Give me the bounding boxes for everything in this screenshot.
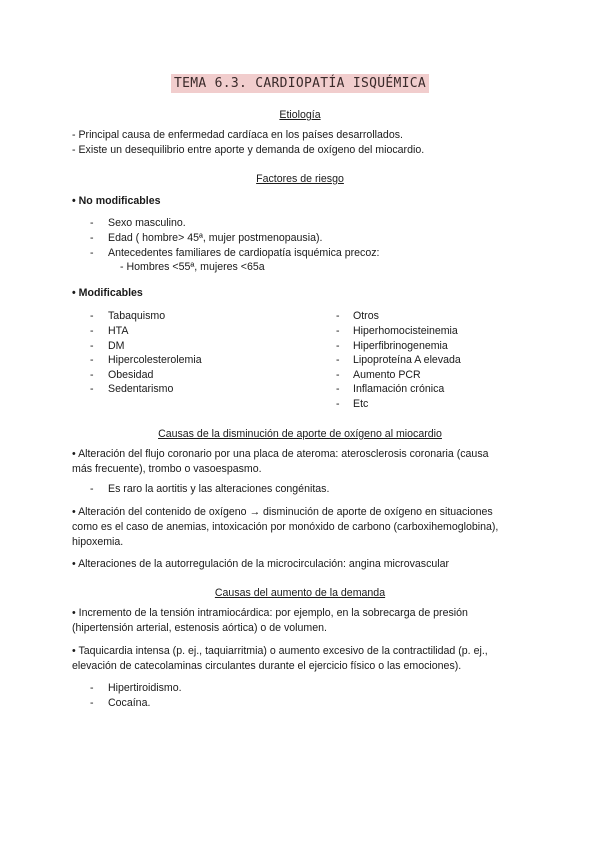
modificables-title: • Modificables	[72, 287, 143, 299]
paragraph-line: • Incremento de la tensión intramiocárdica: por ejemplo, en la sobrecarga de presión	[72, 607, 468, 619]
list-item: Edad ( hombre> 45ª, mujer postmenopausia).	[108, 232, 323, 244]
dash: -	[336, 354, 340, 366]
dash: -	[336, 325, 340, 337]
heading-aumento: Causas del aumento de la demanda	[214, 587, 386, 599]
list-item: Tabaquismo	[108, 310, 166, 322]
title-wrap	[0, 74, 600, 93]
dash: -	[90, 310, 94, 322]
page-title: TEMA 6.3. CARDIOPATÍA ISQUÉMICA	[171, 74, 429, 93]
list-item: Cocaína.	[108, 697, 151, 709]
dash: -	[90, 383, 94, 395]
dash: -	[90, 682, 94, 694]
list-item: DM	[108, 340, 125, 352]
dash: -	[90, 325, 94, 337]
dash: -	[336, 369, 340, 381]
paragraph-line: hipoxemia.	[72, 536, 124, 548]
dash: -	[90, 340, 94, 352]
paragraph-line: • Alteración del flujo coronario por una placa de ateroma: aterosclerosis coronaria (causa	[72, 448, 489, 460]
list-item: Otros	[353, 310, 379, 322]
list-item: Obesidad	[108, 369, 154, 381]
no-modificables-title: • No modificables	[72, 195, 161, 207]
paragraph-line: elevación de catecolaminas circulantes durante el ejercicio físico o las emociones).	[72, 660, 462, 672]
dash: -	[90, 247, 94, 259]
list-item: Lipoproteína A elevada	[353, 354, 461, 366]
list-item: Inflamación crónica	[353, 383, 445, 395]
dash: -	[336, 310, 340, 322]
paragraph-line: • Taquicardia intensa (p. ej., taquiarritmia) o aumento excesivo de la contractilidad (p. ej.,	[72, 645, 488, 657]
paragraph-line: como es el caso de anemias, intoxicación por monóxido de carbono (carboxihemoglobina),	[72, 521, 499, 533]
heading-etiologia: Etiología	[279, 109, 321, 121]
etiologia-line: - Principal causa de enfermedad cardíaca en los países desarrollados.	[72, 129, 403, 141]
list-item: Sedentarismo	[108, 383, 174, 395]
dash: -	[336, 398, 340, 410]
list-item: Es raro la aortitis y las alteraciones congénitas.	[108, 483, 330, 495]
dash: -	[90, 369, 94, 381]
heading-factores: Factores de riesgo	[256, 173, 344, 185]
list-item: Hipertiroidismo.	[108, 682, 182, 694]
paragraph-line: (hipertensión arterial, estenosis aórtica) o de volumen.	[72, 622, 327, 634]
list-item: Hiperfibrinogenemia	[353, 340, 448, 352]
list-item: Aumento PCR	[353, 369, 421, 381]
dash: -	[90, 483, 94, 495]
list-item: HTA	[108, 325, 129, 337]
sub-item: - Hombres <55ª, mujeres <65a	[120, 261, 265, 273]
dash: -	[336, 383, 340, 395]
list-item: Sexo masculino.	[108, 217, 186, 229]
list-item: Hipercolesterolemia	[108, 354, 202, 366]
dash: -	[90, 232, 94, 244]
paragraph-line: • Alteraciones de la autorregulación de la microcirculación: angina microvascular	[72, 558, 450, 570]
list-item: Antecedentes familiares de cardiopatía isquémica precoz:	[108, 247, 380, 259]
paragraph-line: • Alteración del contenido de oxígeno → disminución de aporte de oxígeno en situaciones	[72, 506, 493, 518]
dash: -	[90, 354, 94, 366]
list-item: Hiperhomocisteinemia	[353, 325, 458, 337]
dash: -	[90, 697, 94, 709]
etiologia-line: - Existe un desequilibrio entre aporte y demanda de oxígeno del miocardio.	[72, 144, 425, 156]
list-item: Etc	[353, 398, 369, 410]
paragraph-line: más frecuente), trombo o vasoespasmo.	[72, 463, 262, 475]
dash: -	[90, 217, 94, 229]
dash: -	[336, 340, 340, 352]
heading-disminucion: Causas de la disminución de aporte de oxígeno al miocardio	[158, 428, 442, 440]
